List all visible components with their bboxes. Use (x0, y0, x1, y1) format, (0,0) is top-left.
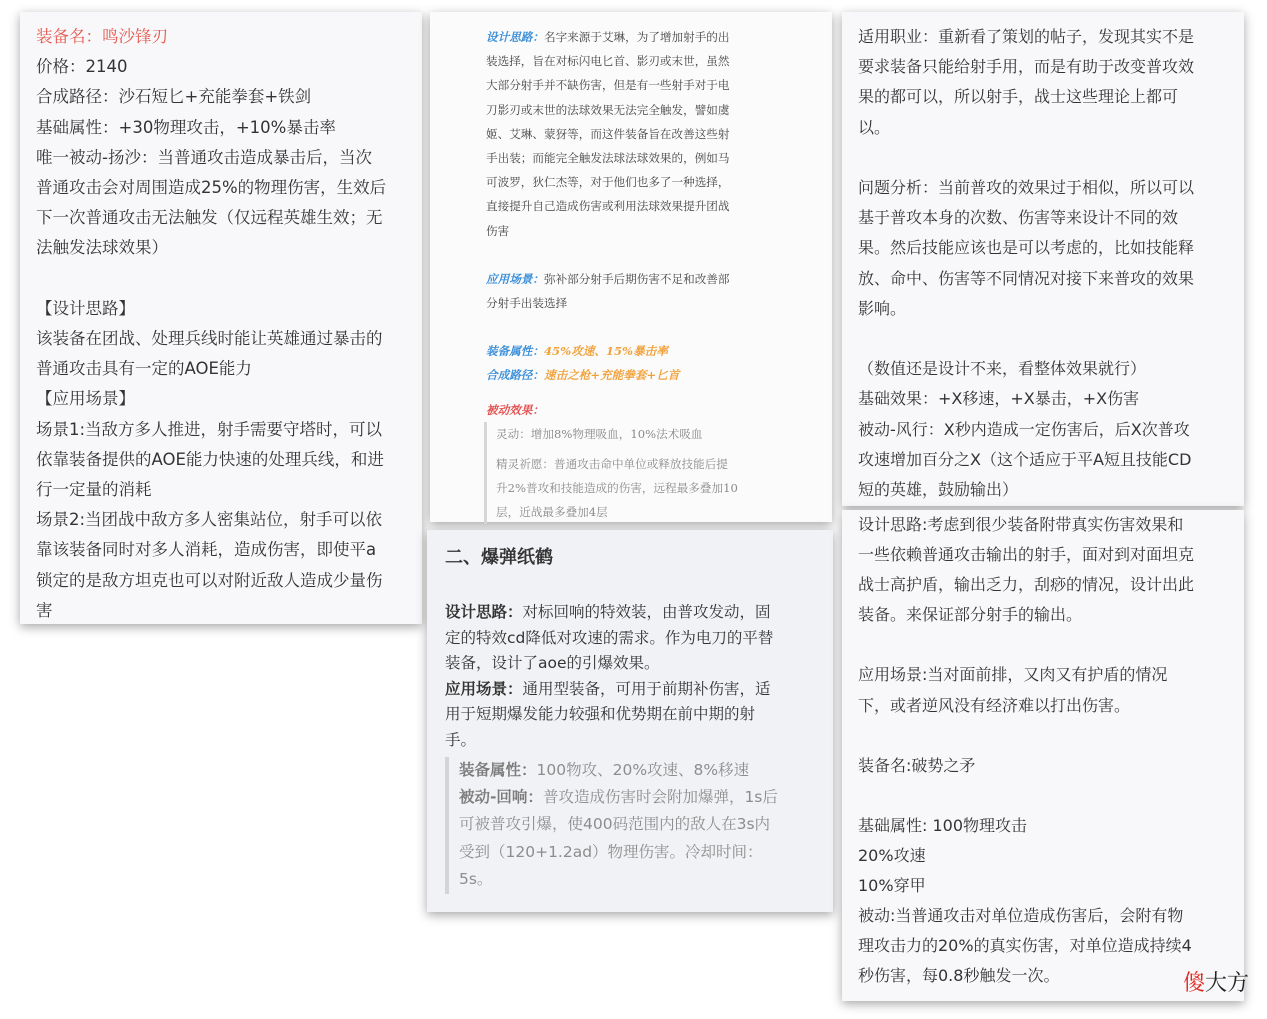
analysis-line: 基于普攻本身的次数、伤害等来设计不同的效 (858, 208, 1179, 228)
base-stats-line: 基础属性：+30物理攻击，+10%暴击率 (36, 117, 336, 137)
passive-line: 可被普攻引爆，使400码范围内的敌人在3s内 (459, 815, 771, 834)
scene-line: 锁定的是敌方坦克也可以对附近敌人造成少量伤 (36, 570, 383, 590)
scene-line: 依靠装备提供的AOE能力快速的处理兵线，和进 (36, 449, 384, 469)
path-line (486, 363, 816, 387)
passive-line: 灵动：增加8%物理吸血，10%法术吸血 (496, 426, 703, 441)
design-line: 战士高护盾，输出乏力，刮痧的情况，设计出此 (858, 575, 1195, 595)
stats-quote (445, 757, 815, 894)
design-text: 对标回响的特效装，由普攻发动，固 (522, 603, 771, 621)
scene-line: 靠该装备同时对多人消耗，造成伤害，即使平a (36, 540, 377, 560)
design-line: 普通攻击具有一定的AOE能力 (36, 359, 252, 379)
passive-line: 唯一被动-扬沙：当普通攻击造成暴击后，当次 (36, 147, 372, 167)
blank-line (858, 781, 1228, 811)
profession-line: 要求装备只能给射手用，而是有助于改变普攻效 (858, 57, 1195, 77)
recipe-line: 合成路径：沙石短匕+充能拳套+铁剑 (36, 87, 312, 107)
scene-text: 通用型装备，可用于前期补伤害，适 (522, 679, 771, 698)
design-line: 可波罗，狄仁杰等，对于他们也多了一种选择， (486, 175, 730, 190)
passive-label: 被动效果： (486, 402, 544, 417)
scene-label: 应用场景： (486, 271, 544, 286)
design-line: 设计思路:考虑到很少装备附带真实伤害效果和 (858, 515, 1184, 534)
price-line: 价格：2140 (36, 57, 128, 77)
section-heading-scene: 【应用场景】 (36, 389, 135, 409)
path-label: 合成路径： (486, 368, 544, 383)
passive-line: 秒伤害，每0.8秒触发一次。 (858, 966, 1060, 986)
watermark-red-char: 傻 (1182, 971, 1205, 996)
design-line: 手出装；而能完全触发法球法球效果的，例如马 (486, 151, 730, 166)
passive-heading (486, 398, 816, 422)
passive-line: 理攻击力的20%的真实伤害，对单位造成持续4 (858, 936, 1192, 956)
attr-line (459, 757, 815, 784)
profession-line: 果的都可以，所以射手，战士这些理论上都可 (858, 87, 1179, 107)
passive-line (459, 784, 815, 811)
spacer (486, 243, 816, 267)
scene-line (486, 267, 816, 291)
passive-line: 被动:当普通攻击对单位造成伤害后，会附有物 (858, 906, 1184, 926)
watermark (1183, 966, 1249, 997)
stat-line: 20%攻速 (858, 846, 926, 866)
passive-label: 被动-回响： (459, 787, 543, 806)
item-card-baodan (427, 530, 833, 912)
attr-line (486, 339, 816, 363)
blank-line (858, 324, 1228, 354)
scene-line: 害 (36, 600, 53, 620)
path-value: 速击之枪+充能拳套+匕首 (543, 368, 680, 383)
design-label: 设计思路： (486, 30, 544, 44)
passive-line: 5s。 (459, 870, 493, 889)
passive-line: 普通攻击会对周围造成25%的物理伤害，生效后 (36, 178, 387, 198)
design-line (486, 25, 816, 49)
scene-line: 下，或者逆风没有经济难以打出伤害。 (858, 695, 1131, 715)
scene-label: 应用场景： (445, 679, 523, 698)
base-stats-line: 基础属性: 100物理攻击 (858, 815, 1028, 835)
scene-text: 弥补部分射手后期伤害不足和改善部 (543, 271, 730, 286)
blank-line (858, 143, 1228, 173)
design-line: 伤害 (486, 223, 510, 238)
stat-line: 10%穿甲 (858, 876, 926, 896)
design-line: 姬、艾琳、蒙犽等，而这件装备旨在改善这些射 (486, 126, 730, 141)
scene-line: 手。 (445, 730, 477, 749)
blank-line (858, 721, 1228, 751)
analysis-line: 问题分析：当前普攻的效果过于相似，所以可以 (858, 178, 1195, 198)
passive-line: 短的英雄，鼓励输出） (858, 480, 1019, 500)
analysis-line: 影响。 (858, 298, 907, 318)
attr-label: 装备属性： (486, 344, 544, 359)
scene-line: 应用场景:当对面前排，又肉又有护盾的情况 (858, 665, 1168, 685)
item-card-mingsha (20, 12, 422, 624)
design-line: 该装备在团战、处理兵线时能让英雄通过暴击的 (36, 329, 383, 349)
blank-line (36, 264, 406, 294)
analysis-line: 果。然后技能应该也是可以考虑的，比如技能释 (858, 238, 1195, 258)
passive-line: 法触发法球效果） (36, 238, 168, 258)
passive-line: 精灵祈愿：普通攻击命中单位或释放技能后提 (496, 456, 728, 471)
passive-line: 被动-风行：X秒内造成一定伤害后，后X次普攻 (858, 419, 1190, 439)
design-line: 直接提升自己造成伤害或利用法球效果提升团战 (486, 199, 730, 214)
passive-line: 层，近战最多叠加4层 (496, 504, 608, 519)
design-text: 名字来源于艾琳，为了增加射手的出 (543, 30, 730, 44)
design-line: 装备，设计了aoe的引爆效果。 (445, 654, 660, 673)
design-line: 装选择，旨在对标闪电匕首、影刃或末世，虽然 (486, 54, 730, 69)
analysis-line: 放、命中、伤害等不同情况对接下来普攻的效果 (858, 268, 1195, 288)
attr-value: 100物攻、20%攻速、8%移速 (536, 760, 750, 779)
base-effect-line: 基础效果：+X移速，+X暴击，+X伤害 (858, 389, 1140, 409)
attr-value: 45%攻速、15%暴击率 (543, 344, 668, 359)
attr-label: 装备属性： (459, 760, 537, 779)
scene-line: 场景1:当敌方多人推进，射手需要守塔时，可以 (36, 419, 383, 439)
scene-line (445, 677, 815, 703)
design-line: 定的特效cd降低对攻速的需求。作为电刀的平替 (445, 628, 774, 647)
design-line: 一些依赖普通攻击输出的射手，面对到对面坦克 (858, 545, 1195, 565)
item-card-ailin (430, 12, 832, 522)
design-line: 大部分射手并不缺伤害，但是有一些射手对于电 (486, 78, 730, 93)
spacer (486, 315, 816, 339)
section-heading-design: 【设计思路】 (36, 298, 135, 318)
passive-line: 受到（120+1.2ad）物理伤害。冷却时间： (459, 842, 763, 861)
blank-line (858, 630, 1228, 660)
design-line: 刀影刃或末世的法球效果无法完全触发，譬如虞 (486, 102, 730, 117)
design-line (445, 600, 815, 626)
scene-line: 用于短期爆发能力较强和优势期在前中期的射 (445, 705, 756, 724)
passive-quote (484, 422, 816, 524)
passive-line: 攻速增加百分之X（这个适应于平A短且技能CD (858, 449, 1192, 469)
spacer (445, 576, 815, 600)
scene-line: 分射手出装选择 (486, 296, 568, 311)
item-name-line: 装备名：鸣沙锋刃 (36, 27, 168, 46)
note-line: （数值还是设计不来，看整体效果就行） (858, 359, 1147, 379)
profession-line: 以。 (858, 117, 891, 137)
item-card-poshi (842, 510, 1244, 1001)
watermark-text: 大方 (1204, 971, 1249, 996)
profession-line: 适用职业：重新看了策划的帖子，发现其实不是 (858, 27, 1195, 46)
item-name-line: 装备名:破势之矛 (858, 755, 976, 775)
scene-line: 场景2:当团战中敌方多人密集站位，射手可以依 (36, 510, 383, 530)
passive-line: 下一次普通攻击无法触发（仅远程英雄生效；无 (36, 208, 383, 228)
design-label: 设计思路： (445, 603, 523, 621)
passive-line: 升2%普攻和技能造成的伤害，远程最多叠加10 (496, 480, 738, 495)
item-heading: 二、爆弹纸鹤 (445, 547, 553, 568)
passive-text: 普攻造成伤害时会附加爆弹，1s后 (542, 787, 778, 806)
design-notes-card (842, 12, 1244, 506)
design-line: 装备。来保证部分射手的输出。 (858, 605, 1083, 625)
scene-line: 行一定量的消耗 (36, 480, 152, 500)
